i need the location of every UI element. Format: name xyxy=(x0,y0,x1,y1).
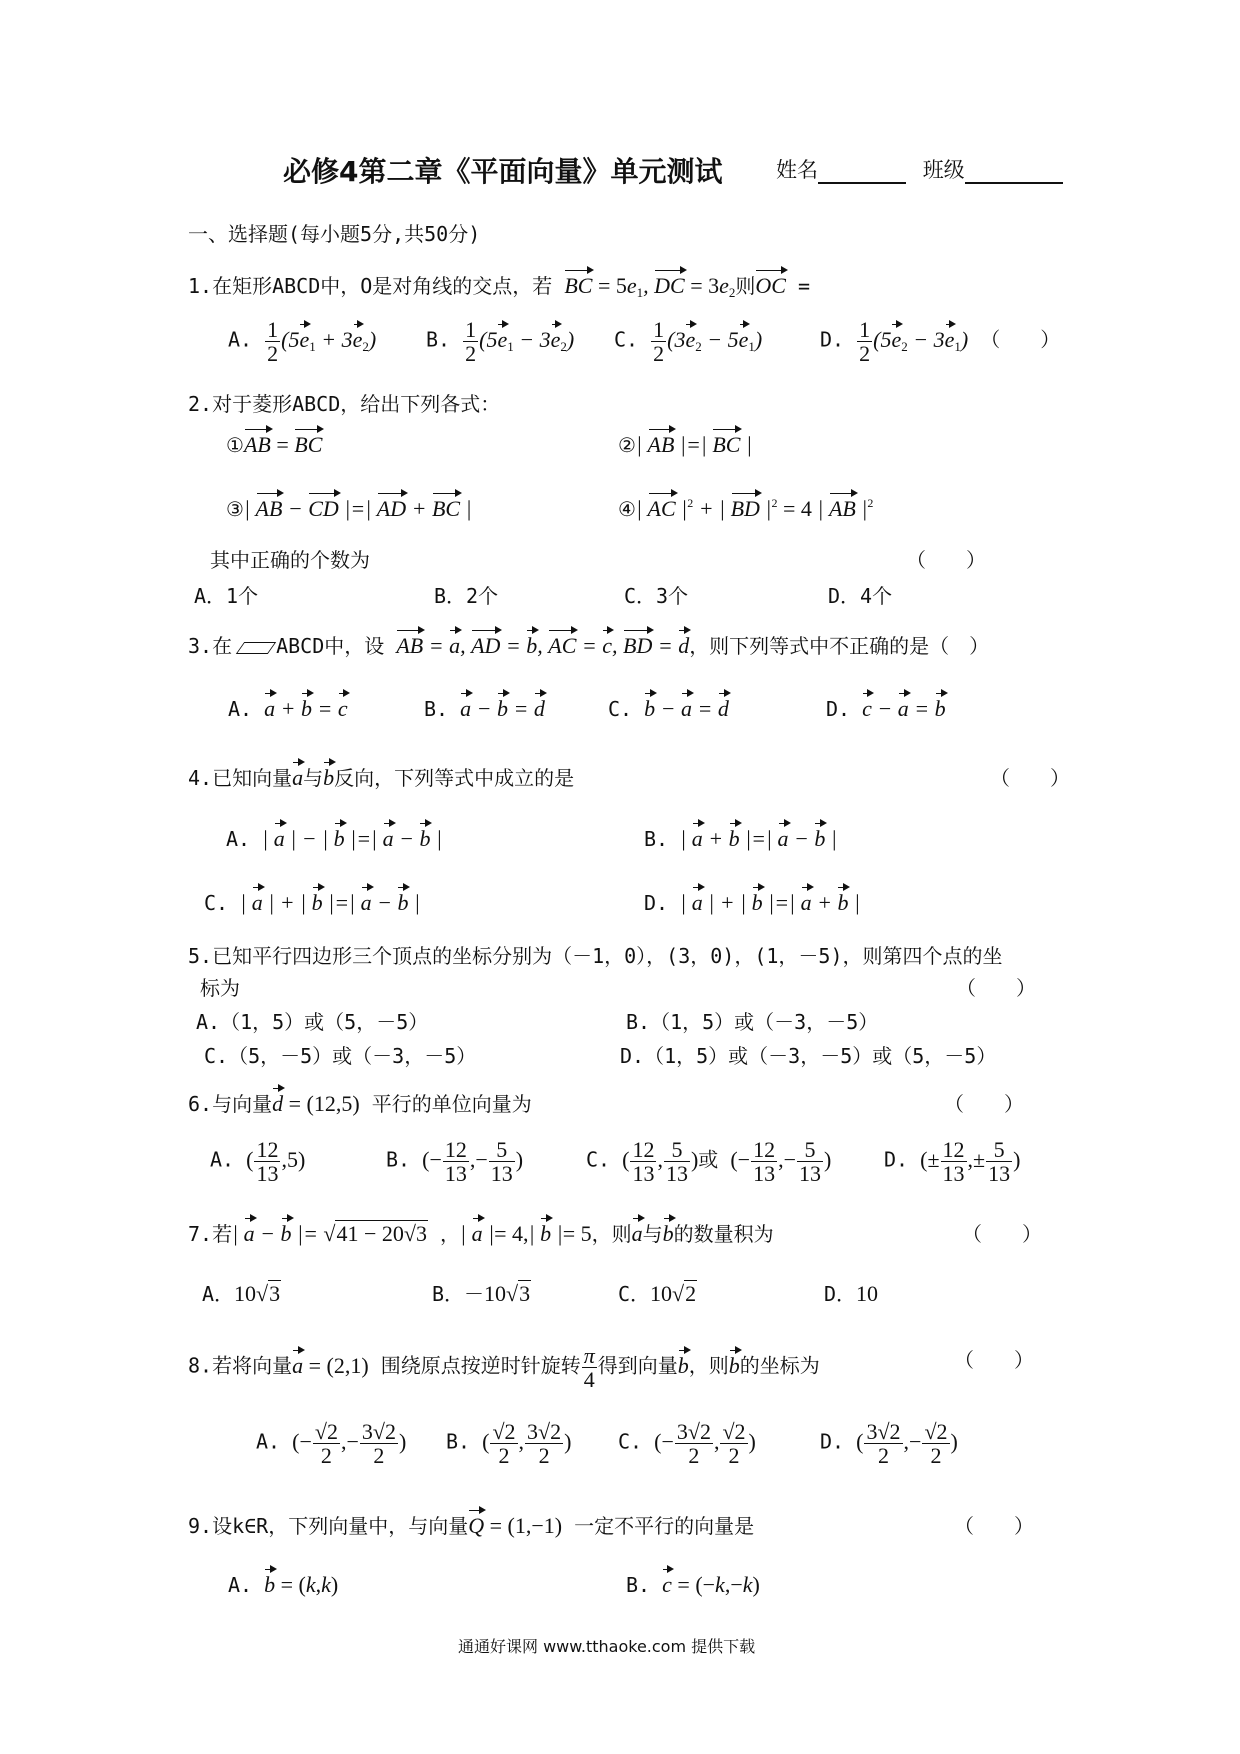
page-footer: 通通好课网 www.tthaoke.com 提供下载 xyxy=(458,1637,756,1656)
question-2-option-a: A．1个 xyxy=(194,584,259,608)
question-2-item-4: ④| AC $|^2$ + | BD $|^2 = 4$ | AB $|^2$ xyxy=(618,496,874,521)
question-8-option-d: D. ( $\frac{3√2}{2}$ ,− $\frac{√2}{2}$ ) xyxy=(820,1419,958,1469)
question-7-option-a: A．10√3 xyxy=(202,1281,281,1306)
question-2-tail: 其中正确的个数为 xyxy=(210,548,370,572)
question-4-option-c: C. | a | + | b |=| a − b | xyxy=(204,890,421,915)
question-6-option-d: D. (± $\frac{12}{13}$ ,± $\frac{5}{13}$ ) xyxy=(884,1137,1021,1187)
question-1-option-c: C. $\frac{1}{2}$ $(3e_2 - 5e_1)$ xyxy=(614,317,763,367)
question-8-stem: 8.若将向量a = (2,1) 围绕原点按逆时针旋转 $\frac{\pi}{4}$ 得到向量b，则b的坐标为 xyxy=(188,1343,820,1393)
question-6-option-b: B. (− $\frac{12}{13}$ ,− $\frac{5}{13}$ ) xyxy=(386,1137,524,1187)
question-3-option-a: A. a + b = c xyxy=(228,696,348,721)
question-2-option-b: B．2个 xyxy=(434,584,499,608)
name-label: 姓名 xyxy=(776,158,818,182)
question-7-option-b: B．－10√3 xyxy=(432,1281,531,1306)
question-7-answer-paren: （ ） xyxy=(962,1222,1042,1246)
question-2-answer-paren: （ ） xyxy=(906,548,986,572)
question-6-stem: 6.与向量d = (12,5) 平行的单位向量为 xyxy=(188,1091,532,1116)
question-2-stem: 2.对于菱形ABCD，给出下列各式： xyxy=(188,392,501,416)
question-4-stem: 4.已知向量a与b反向，下列等式中成立的是 xyxy=(188,765,575,790)
question-1-option-a: A. $\frac{1}{2}$ $(5e_1 + 3e_2)$ xyxy=(228,317,377,367)
question-8-option-c: C. (− $\frac{3√2}{2}$ , $\frac{√2}{2}$ ) xyxy=(618,1419,756,1469)
question-6-answer-paren: （ ） xyxy=(944,1092,1024,1116)
question-2-item-3: ③| AB − CD |=| AD + BC | xyxy=(226,496,472,521)
question-1-stem: 1.在矩形ABCD中，O是对角线的交点，若 BC = $5e_1$, DC = $3e_2$则OC = xyxy=(188,273,811,300)
question-7-stem: 7.若| a − b |= √41 − 20√3 ，| a |= 4,| b |= 5，则a与b的数量积为 xyxy=(188,1221,774,1246)
question-4-answer-paren: （ ） xyxy=(990,766,1070,790)
question-8-option-b: B. ( $\frac{√2}{2}$ , $\frac{3√2}{2}$ ) xyxy=(446,1419,572,1469)
name-blank xyxy=(818,160,906,184)
question-5-answer-paren: （ ） xyxy=(956,976,1036,1000)
question-6-option-c: C. ( $\frac{12}{13}$ , $\frac{5}{13}$ )或 (− $\frac{12}{13}$ ,− $\frac{5}{13}$ ) xyxy=(586,1137,832,1187)
section-heading: 一、选择题(每小题5分,共50分) xyxy=(188,222,481,246)
question-2-item-2: ②| AB |=| BC | xyxy=(618,432,753,457)
question-2-item-1: ①AB = BC xyxy=(226,432,323,457)
question-7-option-d: D．10 xyxy=(824,1281,879,1306)
question-4-option-a: A. | a | − | b |=| a − b | xyxy=(226,826,443,851)
question-3-stem: 3.在 ABCD中，设 AB = a, AD = b, AC = c, BD = d，则下列等式中不正确的是（ ） xyxy=(188,633,990,658)
question-3-option-d: D. c − a = b xyxy=(826,696,946,721)
question-8-option-a: A. (− $\frac{√2}{2}$ ,− $\frac{3√2}{2}$ ) xyxy=(256,1419,407,1469)
parallelogram-icon xyxy=(236,642,276,654)
question-4-option-b: B. | a + b |=| a − b | xyxy=(644,826,837,851)
question-9-option-b: B. c = (−k,−k) xyxy=(626,1572,760,1597)
page-title: 必修4第二章《平面向量》单元测试 xyxy=(283,155,723,188)
question-1-option-b: B. $\frac{1}{2}$ $(5e_1 - 3e_2)$ xyxy=(426,317,575,367)
question-9-answer-paren: （ ） xyxy=(954,1514,1034,1538)
question-5-stem: 5.已知平行四边形三个顶点的坐标分别为（－1，0），(3，0)，(1，－5)，则第四个点的坐 xyxy=(188,944,1003,968)
class-label: 班级 xyxy=(922,158,965,182)
question-3-option-b: B. a − b = d xyxy=(424,696,545,721)
question-2-option-d: D．4个 xyxy=(828,584,893,608)
question-1-option-d: D. $\frac{1}{2}$ $(5e_2 - 3e_1)$ （ ） xyxy=(820,317,1061,367)
question-8-answer-paren: （ ） xyxy=(954,1348,1034,1372)
question-5-option-b: B.（1，5）或（－3，－5） xyxy=(626,1010,879,1034)
question-4-option-d: D. | a | + | b |=| a + b | xyxy=(644,890,861,915)
class-blank xyxy=(965,160,1063,184)
question-6-option-a: A. ( $\frac{12}{13}$ ,5) xyxy=(210,1137,306,1187)
question-5-option-a: A.（1，5）或（5，－5） xyxy=(196,1010,429,1034)
name-class-fields xyxy=(776,154,1063,184)
question-5-option-d: D.（1，5）或（－3，－5）或（5，－5） xyxy=(620,1044,997,1068)
question-5-option-c: C.（5，－5）或（－3，－5） xyxy=(204,1044,477,1068)
question-3-option-c: C. b − a = d xyxy=(608,696,729,721)
question-7-option-c: C．10√2 xyxy=(618,1281,697,1306)
question-5-stem-2: 标为 xyxy=(200,976,240,1000)
question-9-stem: 9.设k∈R，下列向量中，与向量Q = (1,−1) 一定不平行的向量是 xyxy=(188,1513,755,1538)
question-2-option-c: C．3个 xyxy=(624,584,689,608)
question-9-option-a: A. b = (k,k) xyxy=(228,1572,339,1597)
